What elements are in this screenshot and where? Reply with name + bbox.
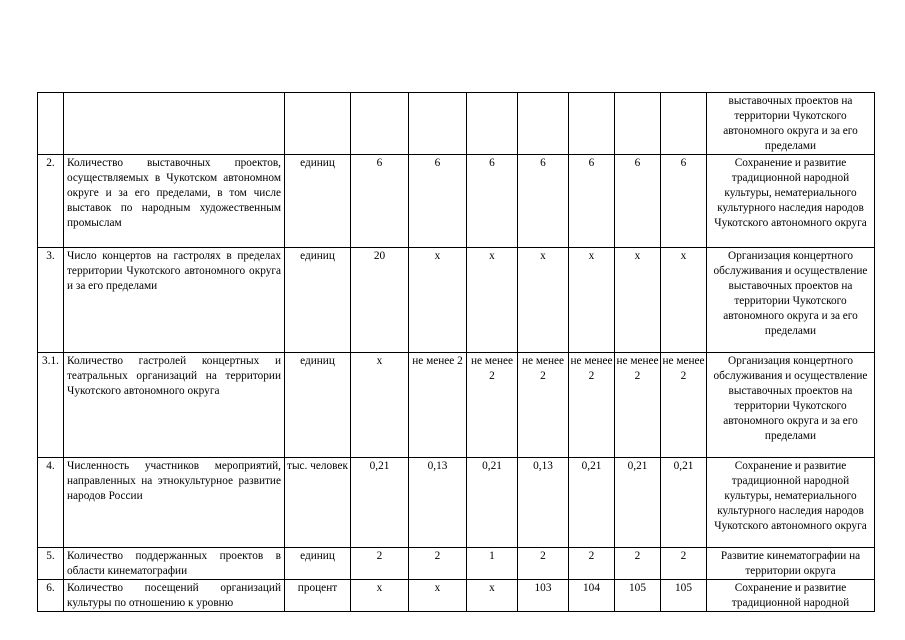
table-row (38, 155, 875, 248)
value-cell: х (467, 580, 518, 612)
unit-cell: единиц (285, 155, 351, 248)
goal-cell: Организация концертного обслуживания и осуществление выставочных проектов на территории Чукотского автономного округа и за его пределами (707, 248, 875, 353)
value-cell: не менее 2 (409, 353, 467, 458)
value-cell: 105 (661, 580, 707, 612)
value-cell: 0,21 (615, 458, 661, 548)
table-row (38, 548, 875, 580)
value-cell: 2 (615, 548, 661, 580)
table-row (38, 248, 875, 353)
row-number: 3. (38, 248, 64, 353)
value-cell: 0,21 (351, 458, 409, 548)
value-cell: 0,13 (409, 458, 467, 548)
goal-cell: выставочных проектов на территории Чукотского автономного округа и за его пределами (707, 93, 875, 155)
value-cell: х (409, 248, 467, 353)
value-cell: 105 (615, 580, 661, 612)
indicator-name: Количество поддержанных проектов в области кинематографии (64, 548, 285, 580)
value-cell: х (409, 580, 467, 612)
table-row (38, 580, 875, 612)
indicators-table (37, 92, 875, 612)
row-number: 5. (38, 548, 64, 580)
indicators-table-wrapper (37, 92, 874, 609)
value-cell: 6 (467, 155, 518, 248)
value-cell: не менее 2 (467, 353, 518, 458)
unit-cell: единиц (285, 353, 351, 458)
value-cell (518, 93, 569, 155)
indicator-name (64, 93, 285, 155)
goal-cell: Сохранение и развитие традиционной народной культуры, нематериального культурного наследия народов Чукотского автономного округа (707, 458, 875, 548)
value-cell: 2 (409, 548, 467, 580)
row-number (38, 93, 64, 155)
goal-cell: Организация концертного обслуживания и осуществление выставочных проектов на территории Чукотского автономного округа и за его пределами (707, 353, 875, 458)
unit-cell: единиц (285, 548, 351, 580)
value-cell (661, 93, 707, 155)
value-cell: 6 (661, 155, 707, 248)
value-cell: х (351, 353, 409, 458)
value-cell: х (569, 248, 615, 353)
value-cell: 0,21 (569, 458, 615, 548)
indicator-name: Численность участников мероприятий, направленных на этнокультурное развитие народов России (64, 458, 285, 548)
value-cell: 6 (518, 155, 569, 248)
value-cell: 6 (351, 155, 409, 248)
value-cell: х (467, 248, 518, 353)
value-cell: х (351, 580, 409, 612)
unit-cell: процент (285, 580, 351, 612)
value-cell: х (518, 248, 569, 353)
row-number: 3.1. (38, 353, 64, 458)
value-cell: не менее 2 (615, 353, 661, 458)
value-cell: 0,13 (518, 458, 569, 548)
unit-cell: тыс. человек (285, 458, 351, 548)
value-cell: 6 (569, 155, 615, 248)
indicator-name: Количество гастролей концертных и театральных организаций на территории Чукотского автономного округа (64, 353, 285, 458)
value-cell (467, 93, 518, 155)
table-row (38, 93, 875, 155)
value-cell: 1 (467, 548, 518, 580)
value-cell: 0,21 (661, 458, 707, 548)
value-cell: 2 (661, 548, 707, 580)
value-cell: х (661, 248, 707, 353)
value-cell: не менее 2 (569, 353, 615, 458)
table-row (38, 458, 875, 548)
goal-cell: Сохранение и развитие традиционной народной культуры, нематериального культурного наследия народов Чукотского автономного округа (707, 155, 875, 248)
goal-cell: Сохранение и развитие традиционной народной (707, 580, 875, 612)
value-cell: 104 (569, 580, 615, 612)
value-cell: 6 (615, 155, 661, 248)
value-cell: 103 (518, 580, 569, 612)
indicator-name: Количество выставочных проектов, осуществляемых в Чукотском автономном округе и за его пределами, в том числе выставок по народным художественным промыслам (64, 155, 285, 248)
value-cell: 6 (409, 155, 467, 248)
row-number: 6. (38, 580, 64, 612)
value-cell (569, 93, 615, 155)
unit-cell (285, 93, 351, 155)
value-cell: 2 (569, 548, 615, 580)
value-cell: х (615, 248, 661, 353)
value-cell: не менее 2 (518, 353, 569, 458)
indicator-name: Число концертов на гастролях в пределах территории Чукотского автономного округа и за его пределами (64, 248, 285, 353)
table-row (38, 353, 875, 458)
value-cell: 2 (351, 548, 409, 580)
unit-cell: единиц (285, 248, 351, 353)
indicator-name: Количество посещений организаций культуры по отношению к уровню (64, 580, 285, 612)
value-cell: не менее 2 (661, 353, 707, 458)
goal-cell: Развитие кинематографии на территории округа (707, 548, 875, 580)
value-cell: 0,21 (467, 458, 518, 548)
value-cell: 20 (351, 248, 409, 353)
value-cell (615, 93, 661, 155)
value-cell (351, 93, 409, 155)
value-cell: 2 (518, 548, 569, 580)
row-number: 4. (38, 458, 64, 548)
value-cell (409, 93, 467, 155)
row-number: 2. (38, 155, 64, 248)
